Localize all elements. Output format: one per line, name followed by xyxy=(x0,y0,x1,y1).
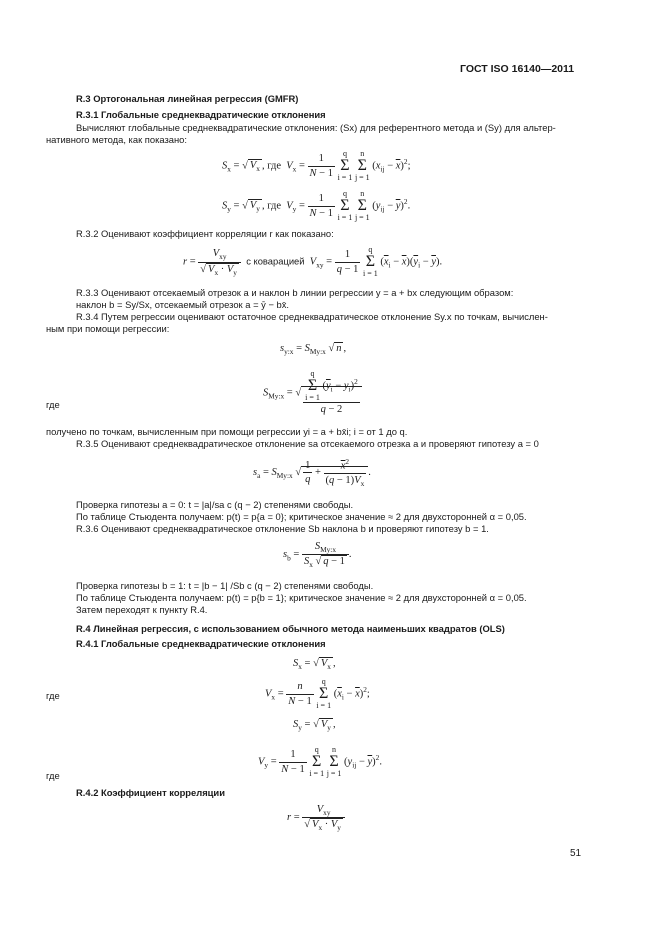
cov-label: с коварацией xyxy=(246,255,305,267)
section-r31-title: R.3.1 Глобальные среднеквадратические отклонения xyxy=(76,109,326,120)
r35-text: R.3.5 Оценивают среднеквадратическое отклонение sa отсекаемого отрезка a и проверяют гипотезу a = 0 xyxy=(76,438,539,449)
page-number: 51 xyxy=(570,848,582,859)
r36-check3: Затем переходят к пункту R.4. xyxy=(76,604,208,615)
r36-check1: Проверка гипотезы b = 1: t = |b − 1| /Sb с (q − 2) степенями свободы. xyxy=(76,580,374,591)
equation-r4-vx: $V_x$ = $\frac{n}{N - 1}$ q Σ i = 1 $(\overline{x}_i - \overline{x})^2$; xyxy=(265,677,370,710)
r34-line2: ным при помощи регрессии: xyxy=(46,323,170,334)
equation-sa: $s_a = S_{My:x}$ √ $\frac{1}{q}$ + $\frac{\overline{x}^2}{(q - 1)V_x}$ . xyxy=(253,457,371,488)
r35-check2: По таблице Стьюдента получаем: p(t) = p{a = 0}; критическое значение ≈ 2 для двухсторонней α = 0,05. xyxy=(76,511,527,522)
where-label-2: где xyxy=(46,690,60,701)
equation-r4-sy: $S_y$ = √ $V_y$ , xyxy=(293,719,336,733)
equation-r4-vy: $V_y$ = $\frac{1}{N - 1}$ q Σ i = 1 n Σ j = 1 $(y_{ij} - \overline{y})^2$. xyxy=(258,745,382,778)
r34-line3: получено по точкам, вычисленным при помощи регрессии yi = a + bx̄i; i = от 1 до q. xyxy=(46,426,408,437)
equation-sb: $s_b$ = $\frac{S_{My:x}}{S_x √ q - 1}$ . xyxy=(283,541,352,570)
r33-line1: R.3.3 Оценивают отсекаемый отрезок a и наклон b линии регрессии y = a + bx следующим образом: xyxy=(76,287,514,298)
equation-sy: $S_y$ = √ $V_y$ , где $V_y$ = $\frac{1}{N - 1}$ q Σ i = 1 n Σ j = 1 $(y_{ij} - \overline{y})^2$. xyxy=(222,189,411,222)
r31-line1: Вычисляют глобальные среднеквадратические отклонения: (Sx) для референтного метода и (Sy) для альтер- xyxy=(76,122,556,133)
equation-sx: $S_x$ = √ $V_x$ , где $V_x$ = $\frac{1}{N - 1}$ q Σ i = 1 n Σ j = 1 $(x_{ij} - \overline{x})^2$; xyxy=(222,149,411,182)
section-r41-title: R.4.1 Глобальные среднеквадратические отклонения xyxy=(76,638,326,649)
equation-r: r = $\frac{V_{xy}}{√ V_x \cdot V_y}$ с коварацией $V_{xy}$ = $\frac{1}{q - 1}$ q Σ i = 1 $(\overline{x}_i - \overline{x})(\overline{y}_i - \overline{y})$. xyxy=(183,245,443,278)
r36-check2: По таблице Стьюдента получаем: p(t) = p{b = 1}; критическое значение ≈ 2 для двухсторонней α = 0,05. xyxy=(76,592,527,603)
where-label-3: где xyxy=(46,770,60,781)
equation-r4-r: r = $\frac{V_{xy}}{√ V_x \cdot V_y}$ xyxy=(287,803,345,833)
where-label-1: где xyxy=(46,399,60,410)
equation-syx: $s_{y:x} = S_{My:x}$ √ n , xyxy=(280,343,347,357)
equation-smyx: $S_{My:x}$ = √ q Σ i = 1 $(\overline{y}_i - y_i)^2$ q − 2 xyxy=(263,370,362,416)
r33-line2: наклон b = Sy/Sx, отсекаемый отрезок a = ȳ − bx̄. xyxy=(76,299,290,310)
r34-line1: R.3.4 Путем регрессии оценивают остаточное среднеквадратическое отклонение Sy.x по точкам, вычислен- xyxy=(76,311,548,322)
r32-text: R.3.2 Оценивают коэффициент корреляции r как показано: xyxy=(76,228,334,239)
section-r3-title: R.3 Ортогональная линейная регрессия (GMFR) xyxy=(76,93,299,104)
r31-line2: нативного метода, как показано: xyxy=(46,134,187,145)
section-r4-title: R.4 Линейная регрессия, с использованием обычного метода наименьших квадратов (OLS) xyxy=(76,623,505,634)
r35-check1: Проверка гипотезы a = 0: t = |a|/sa с (q − 2) степенями свободы. xyxy=(76,499,354,510)
section-r42-title: R.4.2 Коэффициент корреляции xyxy=(76,787,225,798)
r36-text: R.3.6 Оценивают среднеквадратическое отклонение Sb наклона b и проверяют гипотезу b = 1. xyxy=(76,523,489,534)
equation-r4-sx: $S_x$ = √ $V_x$ , xyxy=(293,658,336,672)
doc-header: ГОСТ ISO 16140—2011 xyxy=(460,63,575,75)
